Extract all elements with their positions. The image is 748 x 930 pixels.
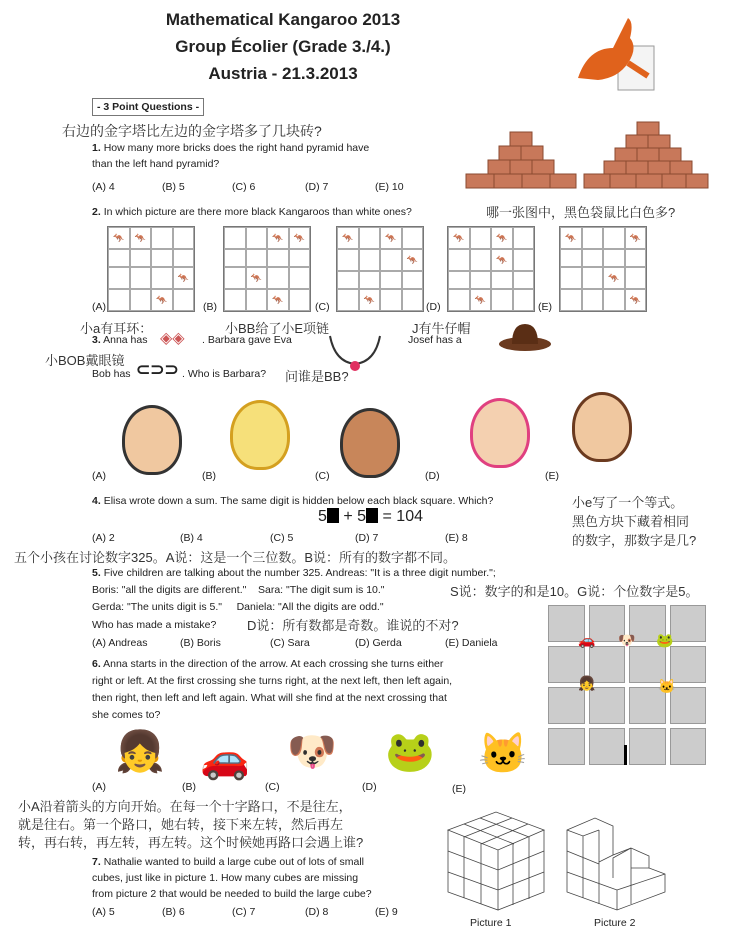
q3-label-c: (C) <box>315 470 330 482</box>
glasses-icon: ⊂⊃⊃ <box>136 360 179 379</box>
q5-chinese-2: S说：数字的和是10。G说：个位数字是5。 <box>450 584 699 599</box>
picture-2-label: Picture 2 <box>594 917 636 929</box>
q7-option-e: (E) 9 <box>375 906 398 918</box>
q5-option-c: (C) Sara <box>270 637 310 649</box>
kangaroo-grid-a: 🦘 🦘 🦘 🦘 <box>107 226 195 312</box>
q3-barbara-text: . Barbara gave Eva <box>202 334 292 346</box>
cat-image: 🐱 <box>478 732 528 776</box>
earrings-icon: ◈◈ <box>160 330 185 347</box>
q6-chinese-2: 就是往右。第一个路口，她右转，接下来左转，然后再左 <box>18 817 344 832</box>
q4-chinese-1: 小e写了一个等式。 <box>572 495 684 510</box>
q7-line-1: Nathalie wanted to build a large cube out of lots of small <box>103 856 365 868</box>
q6-line-4: she comes to? <box>92 709 161 721</box>
kangaroo-grid-b: 🦘 🦘 🦘 🦘 <box>223 226 311 312</box>
q5-line-3: Gerda: "The units digit is 5." Daniela: "All the digits are odd." <box>92 601 384 613</box>
q6-label-d: (D) <box>362 781 377 793</box>
q1-option-e: (E) 10 <box>375 181 404 193</box>
q6-number: 6. <box>92 658 101 670</box>
q6-line-1: Anna starts in the direction of the arrow. At each crossing she turns either <box>103 658 444 670</box>
q4-text: Elisa wrote down a sum. The same digit is hidden below each black square. Which? <box>103 495 494 507</box>
q6-line-3: then right, then left and left again. What will she find at the next crossing that <box>92 692 447 704</box>
grid-cat-icon: 🐱 <box>658 678 676 694</box>
grid-dog-icon: 🐶 <box>618 632 636 648</box>
q3-chinese-bob: 小BOB戴眼镜 <box>45 353 125 368</box>
q6-chinese-3: 转，再右转，再左转，再左转。这个时候她再路口会遇上谁? <box>18 835 364 850</box>
cube-picture-2 <box>565 810 667 912</box>
doll-image: 👧 <box>115 730 165 774</box>
pyramids-image <box>462 120 712 192</box>
q1-option-d: (D) 7 <box>305 181 329 193</box>
cube-picture-1 <box>446 810 546 912</box>
q5-option-d: (D) Gerda <box>355 637 402 649</box>
q3-label-d: (D) <box>425 470 440 482</box>
q4-option-d: (D) 7 <box>355 532 379 544</box>
q1-option-b: (B) 5 <box>162 181 185 193</box>
q3-number: 3. <box>92 334 101 346</box>
child-face-a <box>122 405 182 475</box>
q2-number: 2. <box>92 206 101 218</box>
q3-chinese-question: 问谁是BB? <box>285 369 349 384</box>
title-line-1: Mathematical Kangaroo 2013 <box>165 10 401 29</box>
section-header: - 3 Point Questions - <box>92 98 204 116</box>
child-face-b <box>230 400 290 470</box>
q3-question: . Who is Barbara? <box>182 368 267 380</box>
q4-option-e: (E) 8 <box>445 532 468 544</box>
frog-image: 🐸 <box>385 730 435 774</box>
kangaroo-grid-d: 🦘 🦘 🦘 🦘 <box>447 226 535 312</box>
q5-option-b: (B) Boris <box>180 637 221 649</box>
eq-result: = 104 <box>382 508 423 525</box>
grid-car-icon: 🚗 <box>578 632 596 648</box>
child-face-e <box>572 392 632 462</box>
q3-josef-text: Josef has a <box>408 334 462 346</box>
q3-label-a: (A) <box>92 470 106 482</box>
q2-label-e: (E) <box>538 301 552 313</box>
cowboy-hat-icon <box>498 320 552 356</box>
q6-label-e: (E) <box>452 783 466 795</box>
title-line-3: Austria - 21.3.2013 <box>208 64 358 83</box>
q4-equation <box>318 508 423 526</box>
q6-line-2: right or left. At the first crossing she turns right, at the next left, then left again, <box>92 675 453 687</box>
q2-label-b: (B) <box>203 301 217 313</box>
q1-option-c: (C) 6 <box>232 181 256 193</box>
q3-chinese-anna: 小a有耳环： <box>80 321 153 336</box>
q6-chinese-1: 小A沿着箭头的方向开始。在每一个十字路口，不是往左， <box>18 799 352 814</box>
q4-option-b: (B) 4 <box>180 532 203 544</box>
q2-label-c: (C) <box>315 301 330 313</box>
q6-label-a: (A) <box>92 781 106 793</box>
q4-chinese-2: 黑色方块下藏着相同 <box>572 514 690 529</box>
q6-label-b: (B) <box>182 781 196 793</box>
q5-line-1: Five children are talking about the number 325. Andreas: "It is a three digit number."; <box>103 567 496 579</box>
q2-label-d: (D) <box>426 301 441 313</box>
kangaroo-logo <box>568 8 658 96</box>
q7-line-3: from picture 2 that would be needed to build the large cube? <box>92 888 372 900</box>
q5-chinese-3: D说：所有数都是奇数。谁说的不对? <box>247 618 459 633</box>
picture-1-label: Picture 1 <box>470 917 512 929</box>
q6-label-c: (C) <box>265 781 280 793</box>
child-face-c <box>340 408 400 478</box>
q5-chinese-1: 五个小孩在讨论数字325。A说：这是一个三位数。B说：所有的数字都不同。 <box>14 550 457 565</box>
q1-text: How many more bricks does the right hand pyramid have <box>103 142 370 154</box>
kangaroo-grid-c: 🦘 🦘 🦘 🦘 <box>336 226 424 312</box>
street-grid-image <box>548 605 706 765</box>
q2-chinese: 哪一张图中，黑色袋鼠比白色多? <box>486 205 676 220</box>
q3-label-e: (E) <box>545 470 559 482</box>
q1-number: 1. <box>92 142 101 154</box>
left-pyramid <box>466 132 576 188</box>
q4-chinese-3: 的数字，那数字是几? <box>572 533 697 548</box>
black-square <box>366 508 378 523</box>
q4-number: 4. <box>92 495 101 507</box>
q7-option-b: (B) 6 <box>162 906 185 918</box>
q7-option-d: (D) 8 <box>305 906 329 918</box>
q5-line-4: Who has made a mistake? <box>92 619 217 631</box>
q1-option-a: (A) 4 <box>92 181 115 193</box>
q5-option-a: (A) Andreas <box>92 637 148 649</box>
right-pyramid <box>584 122 708 188</box>
black-square <box>327 508 339 523</box>
child-face-d <box>470 398 530 468</box>
q2-label-a: (A) <box>92 301 106 313</box>
q4-option-c: (C) 5 <box>270 532 294 544</box>
eq-digit: 5 <box>318 508 327 525</box>
kangaroo-grid-e: 🦘 🦘 🦘 🦘 <box>559 226 647 312</box>
car-image: 🚗 <box>200 737 250 781</box>
q3-chinese-josef: J有牛仔帽 <box>412 321 471 336</box>
q5-option-e: (E) Daniela <box>445 637 498 649</box>
dog-image: 🐶 <box>287 730 337 774</box>
q3-chinese-barbara: 小BB给了小E项链 <box>225 321 330 336</box>
title-line-2: Group Écolier (Grade 3./4.) <box>175 37 391 56</box>
q3-label-b: (B) <box>202 470 216 482</box>
q3-bob-text: Bob has <box>92 368 131 380</box>
q2-text: In which picture are there more black Kangaroos than white ones? <box>103 206 412 218</box>
eq-plus: + 5 <box>343 508 367 525</box>
q3-anna-text: Anna has <box>103 334 148 346</box>
q1-text-2: than the left hand pyramid? <box>92 158 220 170</box>
q7-option-c: (C) 7 <box>232 906 256 918</box>
grid-doll-icon: 👧 <box>578 675 596 691</box>
q7-option-a: (A) 5 <box>92 906 115 918</box>
q5-line-2: Boris: "all the digits are different." Sara: "The digit sum is 10." <box>92 584 385 596</box>
q4-option-a: (A) 2 <box>92 532 115 544</box>
start-arrow-icon <box>624 745 627 765</box>
q5-number: 5. <box>92 567 101 579</box>
grid-frog-icon: 🐸 <box>656 632 674 648</box>
q1-chinese: 右边的金字塔比左边的金字塔多了几块砖? <box>62 123 322 139</box>
q7-number: 7. <box>92 856 101 868</box>
q7-line-2: cubes, just like in picture 1. How many cubes are missing <box>92 872 359 884</box>
